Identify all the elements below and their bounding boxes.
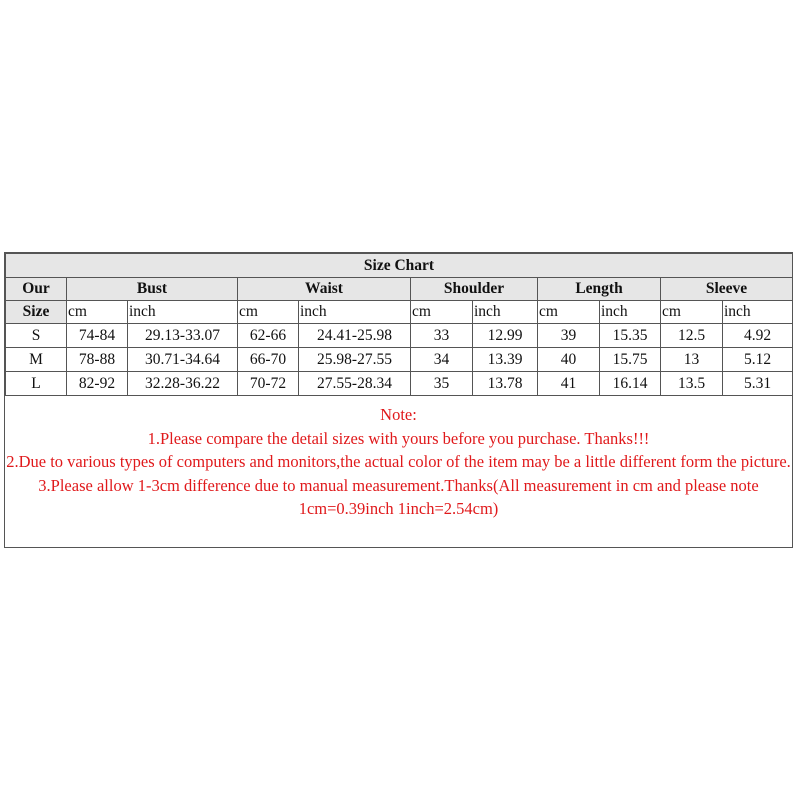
waist-inch-cell: 25.98-27.55 xyxy=(299,348,411,372)
length-cm-cell: 40 xyxy=(538,348,600,372)
sleeve-header: Sleeve xyxy=(661,278,793,301)
length-inch-unit: inch xyxy=(600,301,661,324)
length-cm-cell: 41 xyxy=(538,372,600,396)
table-title: Size Chart xyxy=(6,254,793,278)
sleeve-inch-cell: 5.31 xyxy=(723,372,793,396)
size-header-bottom: Size xyxy=(6,301,67,324)
size-header-top: Our xyxy=(6,278,67,301)
table-row xyxy=(6,324,793,348)
length-cm-cell: 39 xyxy=(538,324,600,348)
waist-header: Waist xyxy=(238,278,411,301)
waist-cm-cell: 62-66 xyxy=(238,324,299,348)
waist-inch-cell: 27.55-28.34 xyxy=(299,372,411,396)
sleeve-cm-unit: cm xyxy=(661,301,723,324)
size-table xyxy=(5,253,793,396)
shoulder-cm-cell: 34 xyxy=(411,348,473,372)
waist-inch-unit: inch xyxy=(299,301,411,324)
shoulder-cm-cell: 35 xyxy=(411,372,473,396)
bust-inch-cell: 32.28-36.22 xyxy=(128,372,238,396)
bust-cm-cell: 82-92 xyxy=(67,372,128,396)
size-chart xyxy=(4,252,793,548)
bust-cm-cell: 74-84 xyxy=(67,324,128,348)
table-row xyxy=(6,372,793,396)
shoulder-inch-cell: 12.99 xyxy=(473,324,538,348)
shoulder-inch-unit: inch xyxy=(473,301,538,324)
bust-inch-unit: inch xyxy=(128,301,238,324)
length-inch-cell: 16.14 xyxy=(600,372,661,396)
note-line-1: 1.Please compare the detail sizes with yours before you purchase. Thanks!!! xyxy=(147,428,650,448)
sleeve-inch-unit: inch xyxy=(723,301,793,324)
notes-section xyxy=(5,396,792,547)
length-header: Length xyxy=(538,278,661,301)
sleeve-inch-cell: 4.92 xyxy=(723,324,793,348)
waist-cm-unit: cm xyxy=(238,301,299,324)
bust-header: Bust xyxy=(67,278,238,301)
note-heading: Note: xyxy=(380,405,417,424)
size-cell: M xyxy=(6,348,67,372)
note-line-2: 2.Due to various types of computers and monitors,the actual color of the item may be a little different form the picture. xyxy=(6,452,791,471)
table-row xyxy=(6,348,793,372)
shoulder-cm-cell: 33 xyxy=(411,324,473,348)
bust-inch-cell: 29.13-33.07 xyxy=(128,324,238,348)
shoulder-cm-unit: cm xyxy=(411,301,473,324)
bust-cm-cell: 78-88 xyxy=(67,348,128,372)
length-cm-unit: cm xyxy=(538,301,600,324)
size-cell: S xyxy=(6,324,67,348)
length-inch-cell: 15.35 xyxy=(600,324,661,348)
length-inch-cell: 15.75 xyxy=(600,348,661,372)
shoulder-inch-cell: 13.39 xyxy=(473,348,538,372)
waist-cm-cell: 70-72 xyxy=(238,372,299,396)
size-cell: L xyxy=(6,372,67,396)
shoulder-inch-cell: 13.78 xyxy=(473,372,538,396)
sleeve-cm-cell: 12.5 xyxy=(661,324,723,348)
bust-inch-cell: 30.71-34.64 xyxy=(128,348,238,372)
waist-inch-cell: 24.41-25.98 xyxy=(299,324,411,348)
note-line-3: 3.Please allow 1-3cm difference due to manual measurement.Thanks(All measurement in cm and please note 1cm=0.39inch 1inch=2.54cm) xyxy=(38,475,759,518)
waist-cm-cell: 66-70 xyxy=(238,348,299,372)
sleeve-inch-cell: 5.12 xyxy=(723,348,793,372)
sleeve-cm-cell: 13 xyxy=(661,348,723,372)
bust-cm-unit: cm xyxy=(67,301,128,324)
shoulder-header: Shoulder xyxy=(411,278,538,301)
sleeve-cm-cell: 13.5 xyxy=(661,372,723,396)
